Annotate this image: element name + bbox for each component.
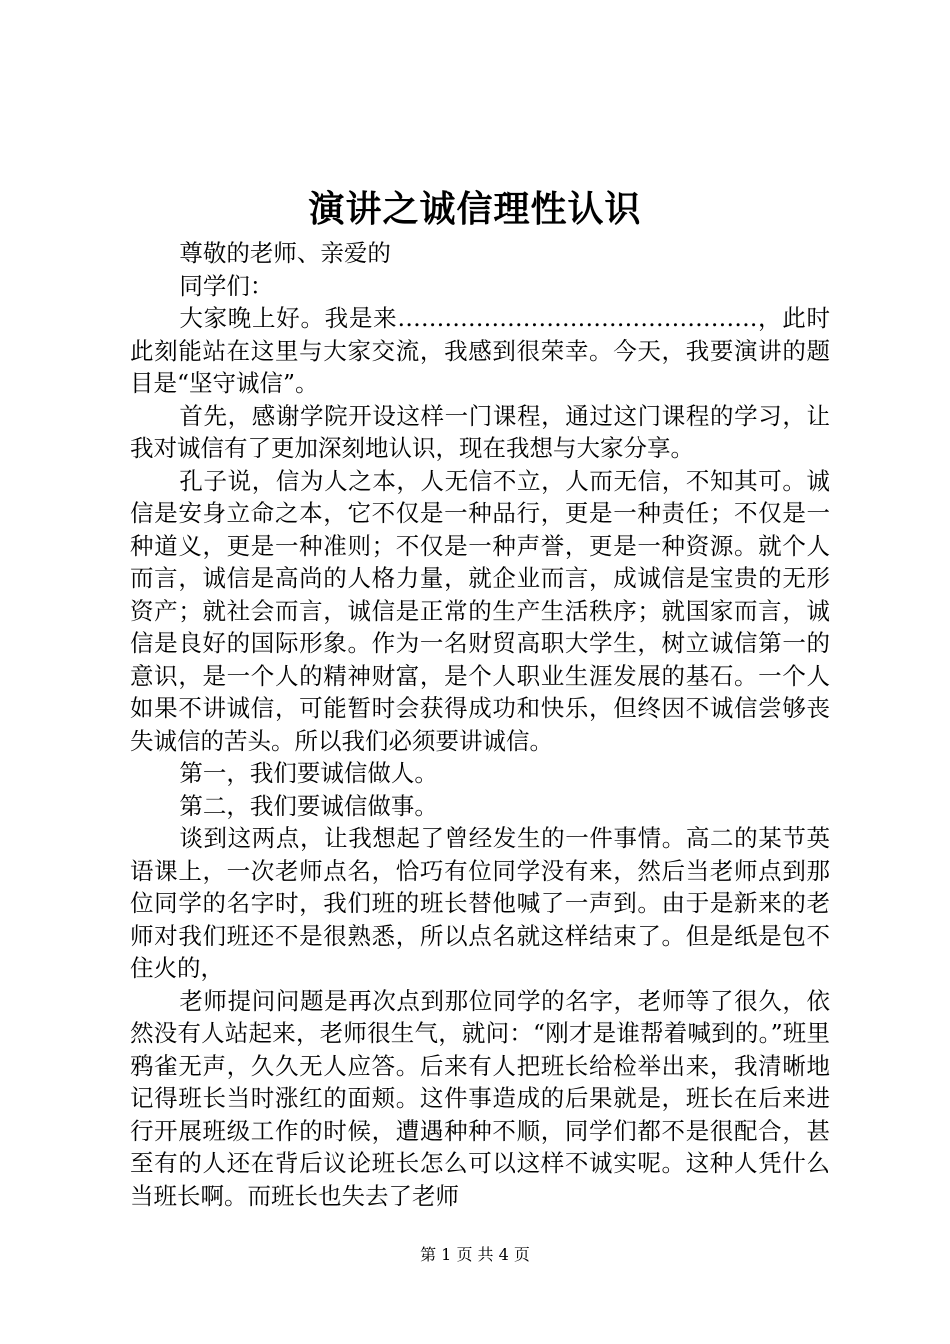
page-number-footer: 第 1 页 共 4 页 — [420, 1245, 530, 1264]
paragraph-confucius: 孔子说，信为人之本，人无信不立，人而无信，不知其可。诚信是安身立命之本，它不仅是一种品行，更是一种责任；不仅是一种道义，更是一种准则；不仅是一种声誉，更是一种资源。就个人而言，诚信是高尚的人格力量，就企业而言，成诚信是宝贵的无形资产；就社会而言，诚信是正常的生产生活秩序；就国家而言，诚信是良好的国际形象。作为一名财贸高职大学生，树立诚信第一的意识，是一个人的精神财富，是个人职业生涯发展的基石。一个人如果不讲诚信，可能暂时会获得成功和快乐，但终因不诚信尝够丧失诚信的苦头。所以我们必须要讲诚信。 — [130, 466, 830, 755]
paragraph-point-one: 第一，我们要诚信做人。 — [179, 759, 438, 787]
document-title: 演讲之诚信理性认识 — [308, 188, 642, 230]
paragraph-story-continued: 老师提问问题是再次点到那位同学的名字，老师等了很久，依然没有人站起来，老师很生气，就问：“刚才是谁帮着喊到的。”班里鸦雀无声，久久无人应答。后来有人把班长给检举出来，我清晰地记得班长当时涨红的面颊。这件事造成的后果就是，班长在后来进行开展班级工作的时候，遭遇种种不顺，同学们都不是很配合，甚至有的人还在背后议论班长怎么可以这样不诚实呢。这种人凭什么当班长啊。而班长也失去了老师 — [130, 986, 830, 1210]
paragraph-point-two: 第二，我们要诚信做事。 — [179, 791, 438, 820]
paragraph-story: 谈到这两点，让我想起了曾经发生的一件事情。高二的某节英语课上，一次老师点名，恰巧有位同学没有来，然后当老师点到那位同学的名字时，我们班的班长替他喊了一声到。由于是新来的老师对我们班还不是很熟悉，所以点名就这样结束了。但是纸是包不住火的， — [130, 824, 830, 982]
paragraph-greeting: 大家晚上好。我是来……………………………………….，此时此刻能站在这里与大家交流，我感到很荣幸。今天，我要演讲的题目是“坚守诚信”。 — [130, 304, 830, 397]
paragraph-salutation-1: 尊敬的老师、亲爱的 — [179, 239, 391, 267]
document-body — [130, 237, 830, 1212]
paragraph-salutation-2: 同学们： — [179, 271, 274, 300]
paragraph-thanks: 首先，感谢学院开设这样一门课程，通过这门课程的学习，让我对诚信有了更加深刻地认识，现在我想与大家分享。 — [130, 401, 830, 462]
